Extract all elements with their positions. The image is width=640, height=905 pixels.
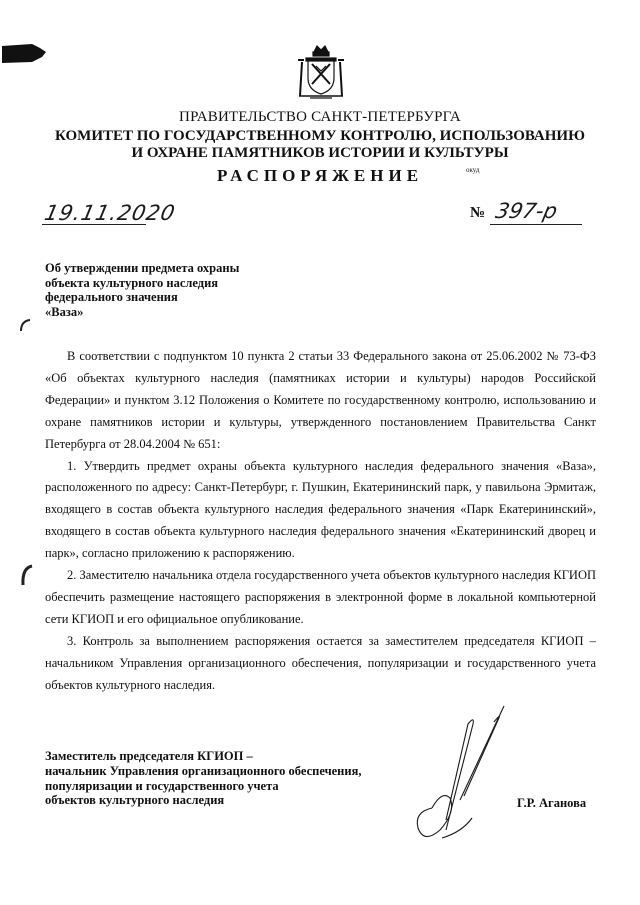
document-subject [45, 261, 239, 319]
handwritten-signature [402, 700, 522, 850]
document-number: 397-р [493, 199, 560, 223]
government-title: ПРАВИТЕЛЬСТВО САНКТ-ПЕТЕРБУРГА [179, 109, 461, 125]
document-type: РАСПОРЯЖЕНИЕ [216, 166, 424, 185]
signatory-title-line: популяризации и государственного учета [45, 778, 279, 793]
number-label: № [470, 205, 486, 221]
signatory-title-line: Заместитель председателя КГИОП – [45, 749, 253, 763]
body-paragraph: 3. Контроль за выполнением распоряжения остается за заместителем председателя КГИОП – начальником Управления организационного обеспечения, популяризации и государственного учета объектов культурного наследия. [45, 633, 596, 692]
subject-line: федерального значения [45, 290, 178, 305]
committee-title [0, 128, 640, 162]
document-body [45, 346, 596, 697]
committee-title-line-1: КОМИТЕТ ПО ГОСУДАРСТВЕННОМУ КОНТРОЛЮ, ИСПОЛЬЗОВАНИЮ [55, 128, 585, 144]
margin-mark [18, 318, 32, 337]
number-underline [490, 224, 582, 225]
signatory-title-line: объектов культурного наследия [45, 793, 225, 808]
subject-line: «Ваза» [45, 304, 84, 319]
body-paragraph: 2. Заместителю начальника отдела государственного учета объектов культурного наследия КГИОП обеспечить размещение настоящего распоряжения в электронной форме в локальной компьютерной сети КГИОП и его официальное опубликование. [45, 568, 596, 626]
signatory-name: Г.Р. Аганова [517, 796, 587, 810]
okud-label: окуд [466, 166, 480, 174]
coat-of-arms-emblem [296, 44, 346, 100]
committee-title-line-2: И ОХРАНЕ ПАМЯТНИКОВ ИСТОРИИ И КУЛЬТУРЫ [131, 145, 509, 161]
signatory-title-line: начальник Управления организационного обеспечения, [45, 763, 362, 778]
document-date: 19.11.2020 [42, 201, 178, 225]
signatory-title [45, 749, 361, 808]
subject-line: объекта культурного наследия [45, 275, 219, 290]
subject-line: Об утверждении предмета охраны [45, 261, 240, 275]
date-underline [42, 224, 146, 225]
body-paragraph: 1. Утвердить предмет охраны объекта культурного наследия федерального значения «Ваза», расположенного по адресу: Санкт-Петербург, г. Пушкин, Екатерининский парк, у павильона Эрмитаж, входящего в состав объекта культурного наследия федерального значения «Парк Екатерининский», входящего в состав объекта культурного наследия федерального значения «Екатерининский дворец и парк», согласно приложению к распоряжению. [45, 458, 596, 561]
margin-mark [18, 564, 34, 591]
redaction-mark [2, 44, 46, 64]
body-paragraph: В соответствии с подпунктом 10 пункта 2 статьи 33 Федерального закона от 25.06.2002 № 73-ФЗ «Об объектах культурного наследия (памятниках истории и культуры) народов Российской Федерации» и пунктом 3.12 Положения о Комитете по государственному контролю, использованию и охране памятников истории и культуры, утвержденного постановлением Правительства Санкт Петербурга от 28.04.2004 № 651: [45, 349, 596, 451]
